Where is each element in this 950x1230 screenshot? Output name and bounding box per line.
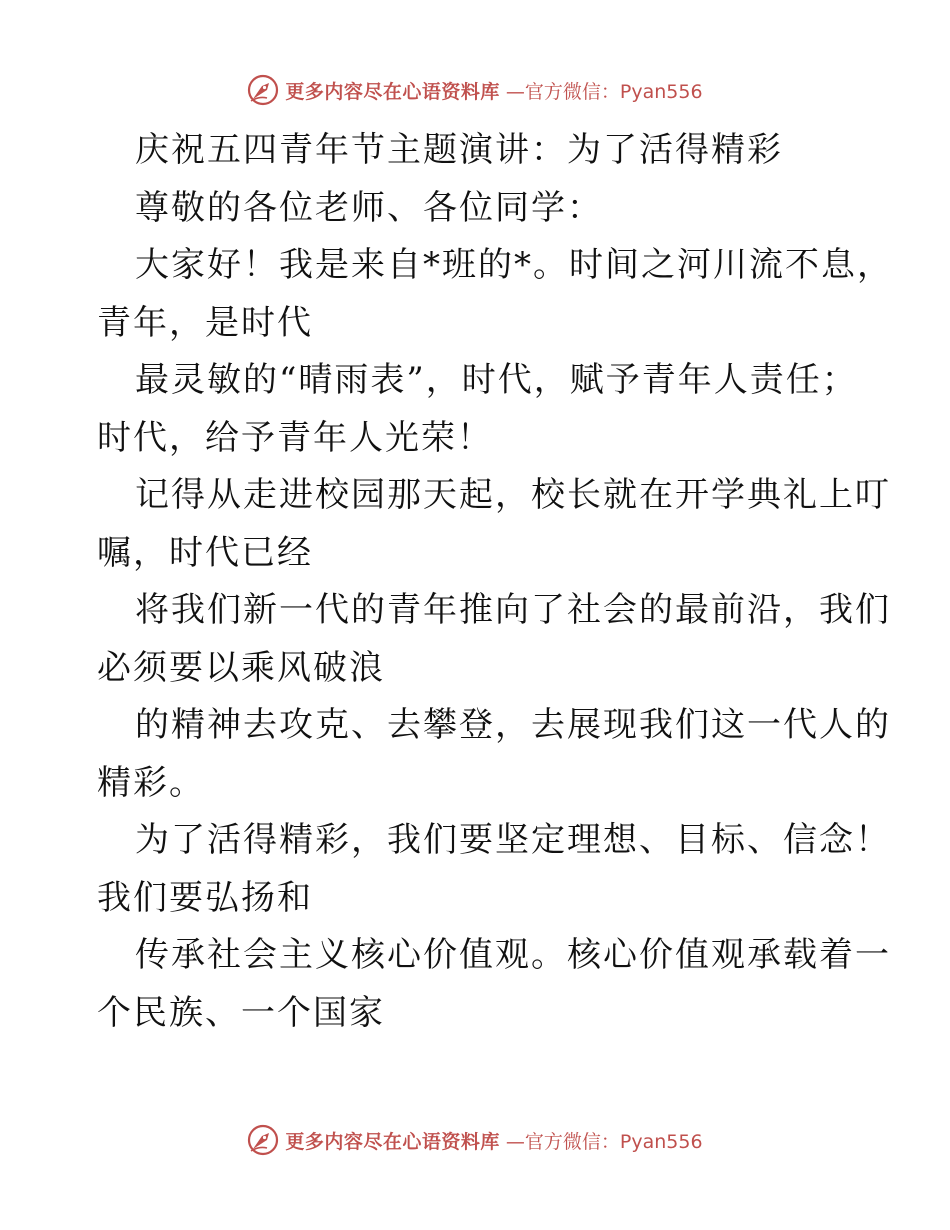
doc-salutation: 尊敬的各位老师、各位同学： (135, 187, 603, 228)
doc-line: 将我们新一代的青年推向了社会的最前沿，我们 (135, 590, 891, 630)
doc-line: 个民族、一个国家 (97, 992, 385, 1033)
footer-banner (0, 1120, 950, 1160)
doc-line: 青年，是时代 (97, 302, 313, 343)
doc-line: 大家好！我是来自*班的*。时间之河川流不息， (135, 245, 893, 285)
doc-line: 传承社会主义核心价值观。核心价值观承载着一 (135, 935, 891, 975)
doc-line: 我们要弘扬和 (97, 877, 313, 918)
doc-title: 庆祝五四青年节主题演讲：为了活得精彩 (135, 130, 783, 170)
banner-wechat: —官方微信：Pyan556 (505, 80, 703, 103)
banner-wechat: —官方微信：Pyan556 (505, 1130, 703, 1153)
banner-text: 更多内容尽在心语资料库 (285, 80, 500, 103)
doc-line: 精彩。 (97, 762, 205, 803)
fountain-pen-nib-icon (247, 1124, 279, 1156)
doc-line: 必须要以乘风破浪 (97, 647, 385, 688)
doc-line: 记得从走进校园那天起，校长就在开学典礼上叮 (135, 475, 891, 515)
doc-line: 时代，给予青年人光荣！ (97, 417, 493, 458)
doc-line: 最灵敏的“晴雨表”，时代，赋予青年人责任； (135, 360, 858, 400)
header-banner (0, 70, 950, 110)
fountain-pen-nib-icon (247, 74, 279, 106)
doc-line: 为了活得精彩，我们要坚定理想、目标、信念！ (135, 820, 891, 860)
document-body (97, 122, 893, 1042)
doc-line: 嘱，时代已经 (97, 532, 313, 573)
banner-text: 更多内容尽在心语资料库 (285, 1130, 500, 1153)
doc-line: 的精神去攻克、去攀登，去展现我们这一代人的 (135, 705, 891, 745)
